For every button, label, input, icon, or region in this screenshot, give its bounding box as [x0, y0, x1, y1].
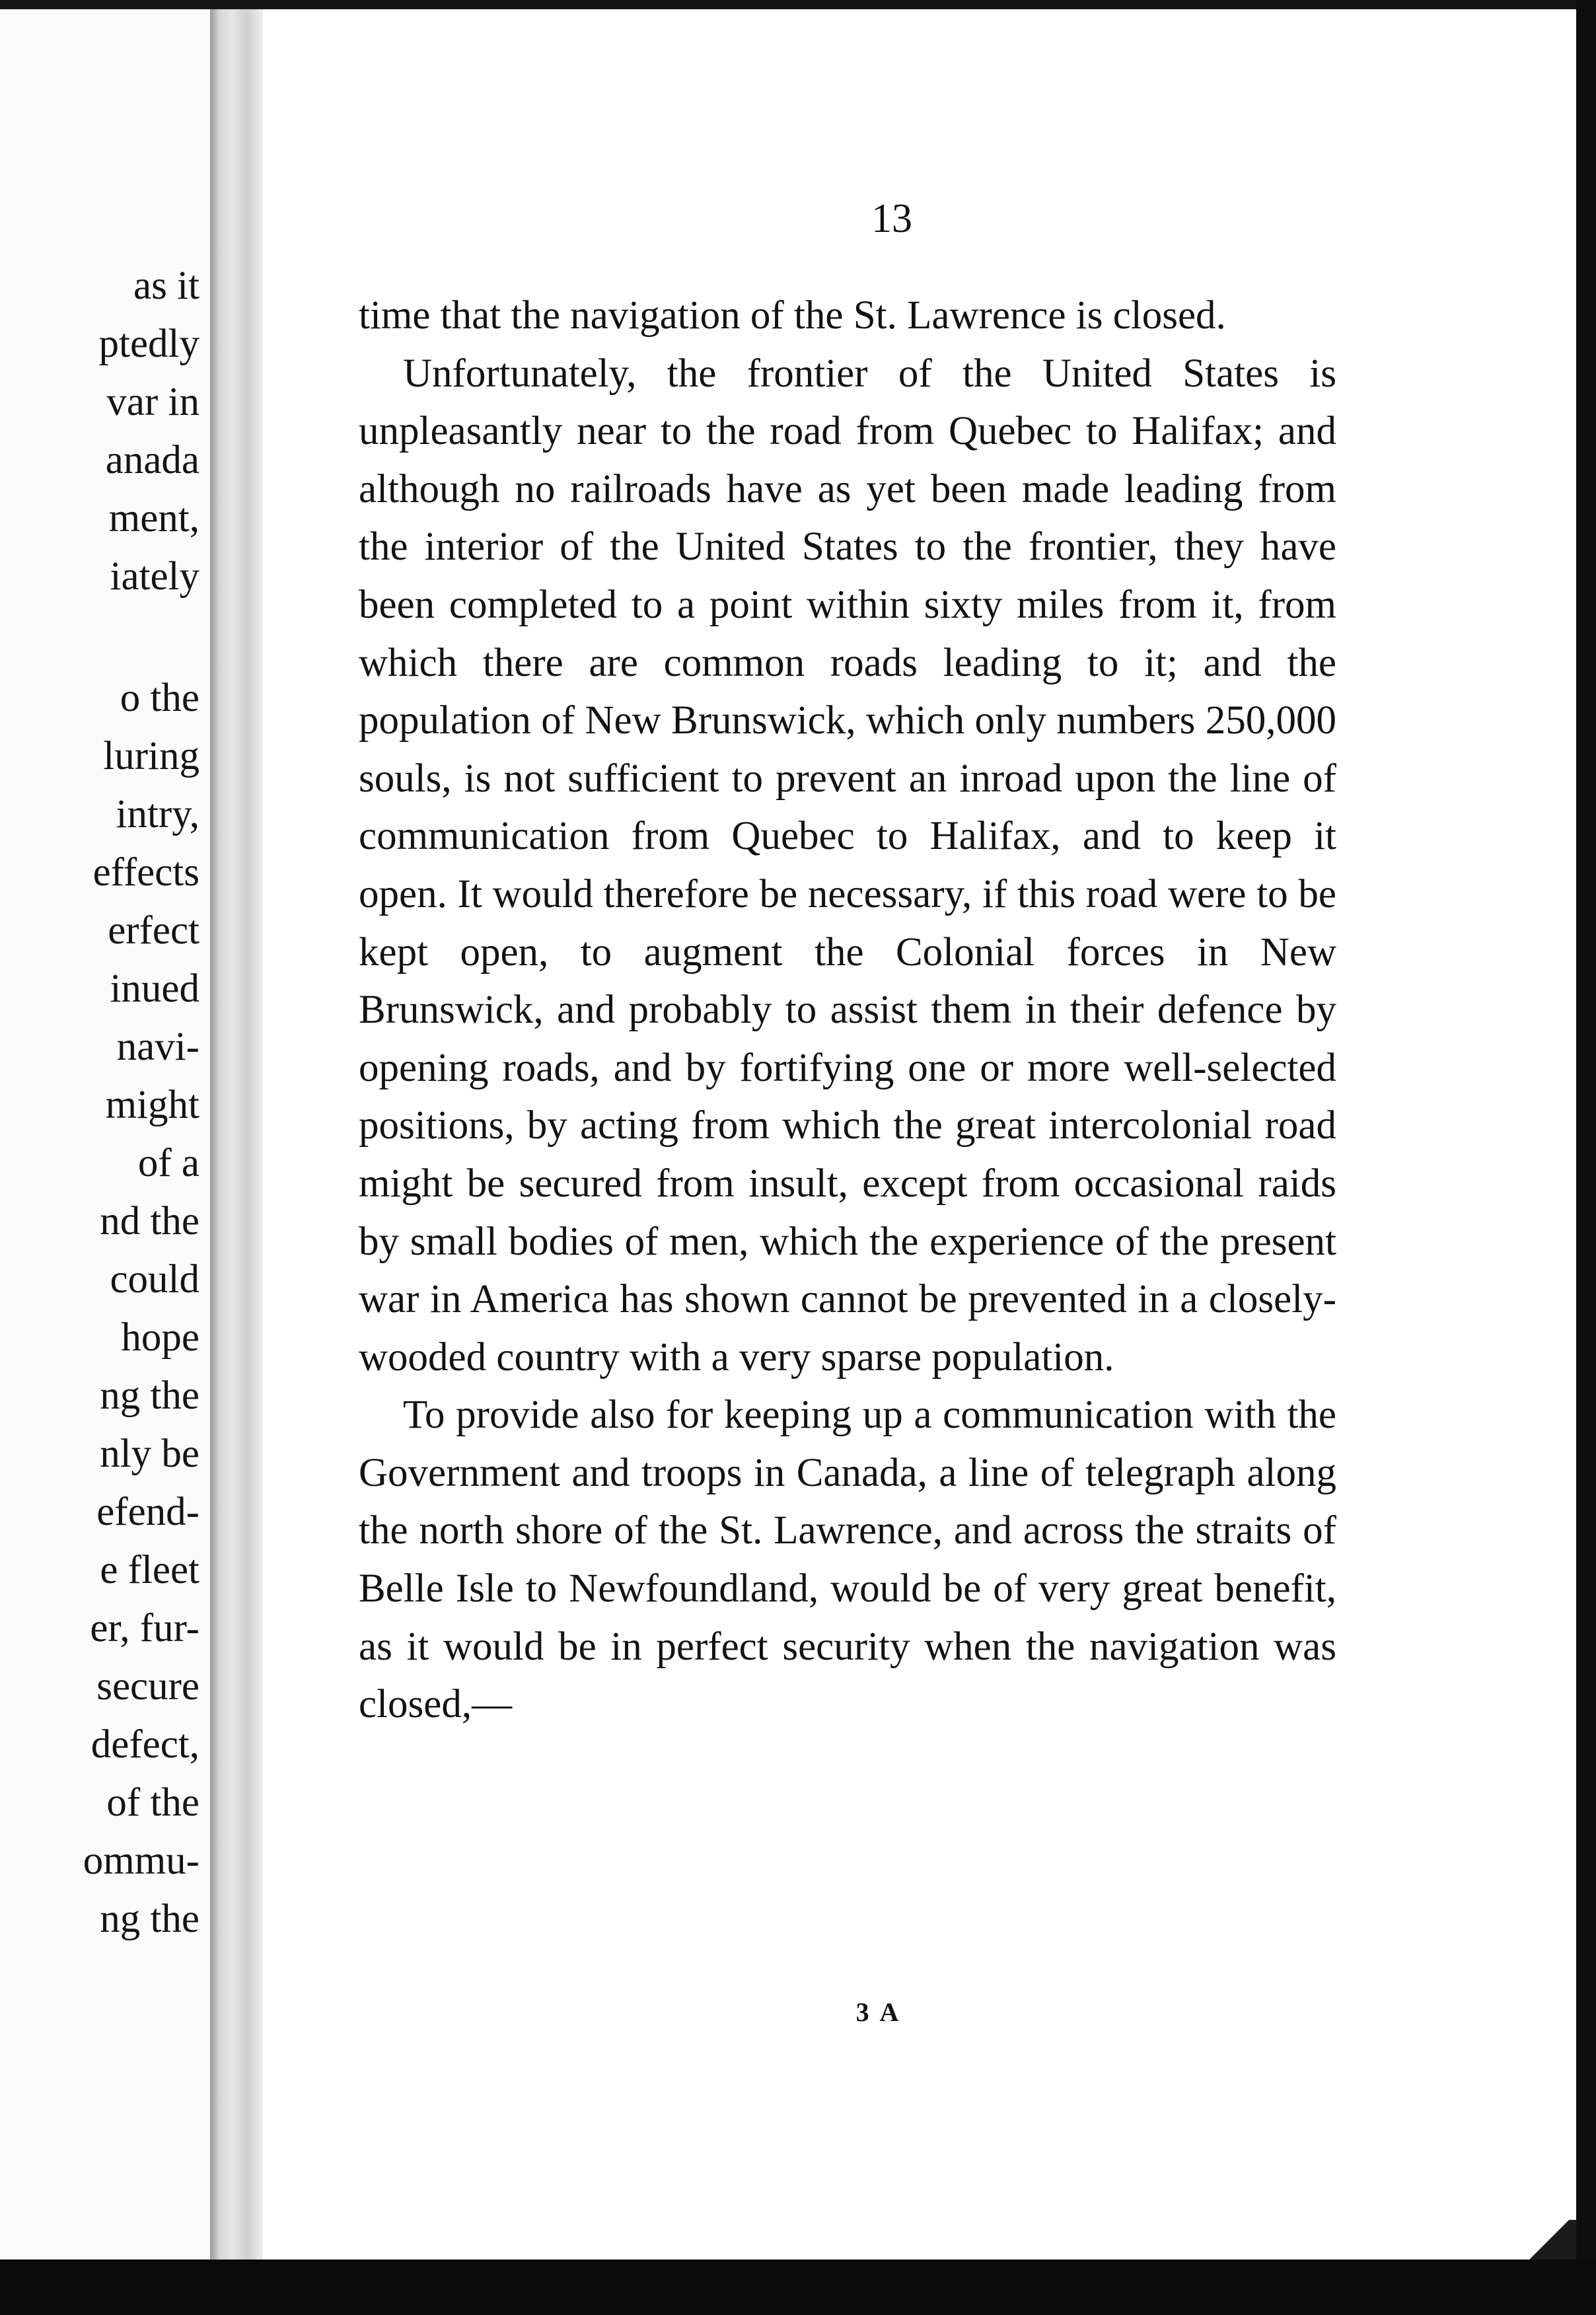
left-line-fragment: could: [110, 1257, 200, 1302]
left-line-fragment: might: [105, 1083, 200, 1127]
left-line-fragment: efend-: [96, 1490, 200, 1534]
page-number: 13: [871, 196, 912, 241]
left-line-fragment: luring: [103, 734, 200, 778]
left-line-fragment: ng the: [100, 1897, 200, 1941]
page-corner-fold: [1530, 2220, 1576, 2260]
left-line-fragment: ommu-: [83, 1839, 200, 1883]
previous-page-edge: [0, 9, 210, 2260]
left-line-fragment: o the: [120, 676, 200, 720]
left-line-fragment: nd the: [100, 1199, 200, 1243]
left-line-fragment: er, fur-: [90, 1606, 200, 1650]
left-line-fragment: anada: [105, 438, 200, 482]
left-line-fragment: inued: [110, 967, 200, 1011]
left-line-fragment: intry,: [116, 792, 200, 836]
book-page: [263, 9, 1576, 2260]
scan-border-bottom: [0, 2260, 1596, 2315]
left-line-fragment: of the: [106, 1781, 200, 1825]
left-line-fragment: e fleet: [100, 1548, 200, 1592]
signature-mark: 3 A: [855, 1997, 902, 2027]
left-line-fragment: effects: [92, 850, 200, 895]
left-line-fragment: ng the: [100, 1374, 200, 1418]
left-line-fragment: as it: [133, 264, 200, 308]
left-line-fragment: var in: [106, 380, 200, 424]
scan-border-right: [1576, 0, 1596, 2315]
left-line-fragment: ptedly: [98, 322, 200, 366]
scan-border-top: [0, 0, 1596, 9]
left-line-fragment: iately: [110, 554, 200, 599]
left-line-fragment: navi-: [116, 1025, 200, 1069]
page-body: [359, 287, 1336, 1734]
paragraph: time that the navigation of the St. Lawrence is closed.: [359, 293, 1226, 338]
left-line-fragment: defect,: [91, 1722, 200, 1767]
book-gutter: [210, 9, 263, 2260]
left-line-fragment: nly be: [100, 1432, 200, 1476]
left-line-fragment: erfect: [108, 908, 200, 953]
left-line-fragment: of a: [137, 1141, 200, 1185]
left-line-fragment: ment,: [108, 496, 200, 540]
paragraph: Unfortunately, the frontier of the United States is unpleasantly near to the road from Quebec to Halifax; and although no railroads have as yet been made leading from the interior of the United States to the frontier, they have been completed to a point within sixty miles from it, from which there are common roads leading to it; and the population of New Brunswick, which only numbers 250,000 souls, is not sufficient to prevent an inroad upon the line of communication from Quebec to Halifax, and to keep it open. It would therefore be necessary, if this road were to be kept open, to augment the Colonial forces in New Brunswick, and probably to assist them in their defence by opening roads, and by fortifying one or more well-selected positions, by acting from which the great intercolonial road might be secured from insult, except from occasional raids by small bodies of men, which the experience of the present war in America has shown cannot be prevented in a closely-wooded country with a very sparse population.: [359, 351, 1336, 1379]
left-line-fragment: secure: [96, 1664, 200, 1709]
left-line-fragment: hope: [121, 1315, 200, 1360]
paragraph: To provide also for keeping up a communication with the Government and troops in Canada, a line of telegraph along the north shore of the St. Lawrence, and across the straits of Belle Isle to Newfoundland, would be of very great benefit, as it would be in perfect security when the navigation was closed,—: [359, 1393, 1336, 1727]
